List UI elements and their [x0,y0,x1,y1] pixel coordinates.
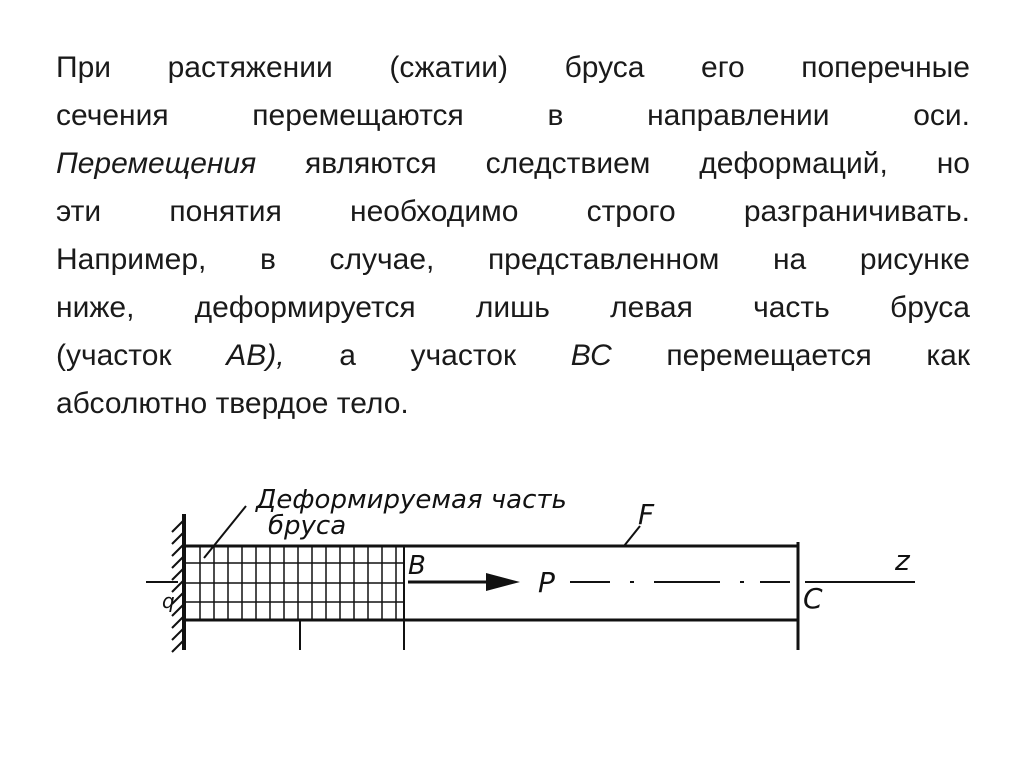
paragraph-line [56,140,970,188]
word: Например, [56,243,207,276]
label-B: B [408,551,426,581]
caption-line-2: бруса [268,511,347,541]
label-q: q [162,589,175,613]
paragraph-line [56,332,970,380]
paragraph-line [56,236,970,284]
beam [184,542,798,650]
word: необходимо [350,195,519,228]
word: деформируется [194,291,416,324]
word: лишь [475,291,550,324]
word: представленном [487,243,720,276]
word: понятия [169,195,282,228]
label-z: z [895,544,910,577]
word: участок [410,339,517,372]
word: левая [610,291,693,324]
word: направлении [647,99,830,132]
paragraph-line [56,188,970,236]
word: Перемещения [56,147,257,180]
word: строго [586,195,676,228]
word: (участок [56,339,172,372]
beam-diagram [0,470,1024,670]
word: на [772,243,807,276]
word: бруса [564,51,645,84]
word: ниже, [56,291,135,324]
word: часть [753,291,830,324]
paragraph-line [56,380,970,428]
word: перемещается [666,339,872,372]
caption-leader [204,506,246,558]
word: следствием [485,147,651,180]
paragraph-line [56,44,970,92]
paragraph [56,44,970,428]
word: являются [305,147,437,180]
word: рисунке [859,243,970,276]
word: в [547,99,564,132]
word: а [339,339,356,372]
word: АВ), [226,339,285,372]
word: сечения [56,99,169,132]
label-P: P [538,566,555,599]
word: случае, [329,243,435,276]
caption-line-1: Деформируемая часть [256,485,567,515]
label-F: F [638,498,655,531]
word: ВС [570,339,612,372]
word: поперечные [801,51,970,84]
word: перемещаются [252,99,464,132]
word: бруса [890,291,970,324]
word: его [701,51,745,84]
word: в [259,243,276,276]
word: оси. [913,99,970,132]
word: деформаций, [699,147,888,180]
word: абсолютно твердое тело. [56,387,409,420]
paragraph-line [56,284,970,332]
word: но [936,147,970,180]
word: (сжатии) [389,51,509,84]
paragraph-line [56,92,970,140]
word: как [926,339,970,372]
label-C: C [803,582,823,615]
word: разграничивать. [743,195,970,228]
word: эти [56,195,102,228]
deformed-part-hatching [184,546,404,620]
word: растяжении [167,51,333,84]
word: При [56,51,112,84]
